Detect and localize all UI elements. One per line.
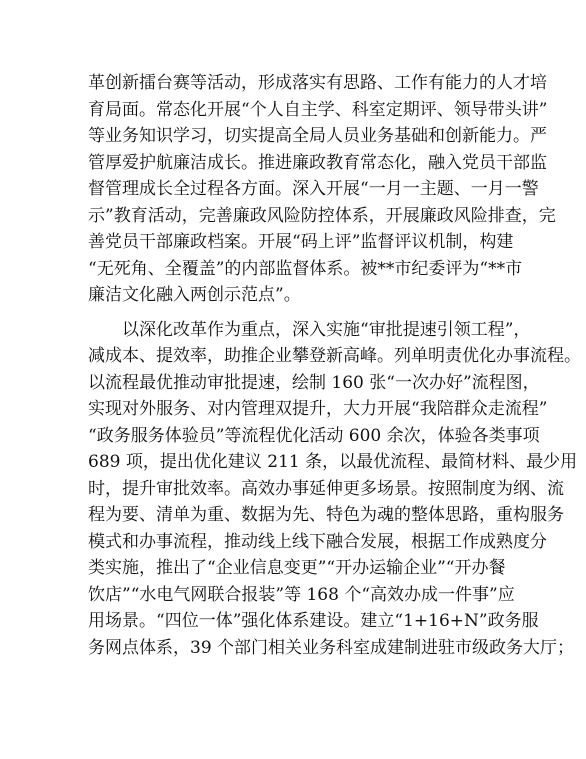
text-line: “无死角、全覆盖”的内部监督体系。被**市纪委评为“**市 [88, 258, 523, 279]
paragraph-1 [88, 70, 556, 309]
text-line: 等业务知识学习，切实提高全局人员业务基础和创新能力。严 [88, 126, 547, 146]
paragraph-2 [88, 317, 581, 662]
text-line: “政务服务体验员”等流程优化活动 600 余次，体验各类事项 [88, 425, 540, 446]
text-line: 革创新擂台赛等活动，形成落实有思路、工作有能力的人才培 [88, 73, 547, 93]
text-line: 实现对外服务、对内管理双提升，大力开展“我陪群众走流程” [88, 399, 548, 419]
text-line: 以流程最优推动审批提速，绘制 160 张“一次办好”流程图， [88, 372, 540, 393]
text-line: 类实施，推出了“企业信息变更”“开办运输企业”“开办餐 [88, 558, 506, 578]
text-line: 育局面。常态化开展“个人自主学、科室定期评、领导带头讲” [88, 99, 548, 120]
text-line: 时，提升审批效率。高效办事延伸更多场景。按照制度为纲、流 [88, 478, 564, 499]
text-line: 饮店”“水电气网联合报装”等 168 个“高效办成一件事”应 [88, 584, 515, 605]
text-line: 督管理成长全过程各方面。深入开展“一月一主题、一月一警 [88, 179, 539, 199]
text-line: 程为要、清单为重、数据为先、特色为魂的整体思路，重构服务 [88, 505, 564, 525]
text-line: 善党员干部廉政档案。开展“码上评”监督评议机制，构建 [88, 232, 514, 252]
text-line: 示”教育活动，完善廉政风险防控体系，开展廉政风险排查，完 [88, 205, 556, 226]
text-line: 减成本、提效率，助推企业攀登新高峰。列单明责优化办事流程。 [88, 346, 581, 366]
text-line: 廉洁文化融入两创示范点”。 [88, 285, 301, 305]
text-line: 管厚爱护航廉洁成长。推进廉政教育常态化，融入党员干部监 [88, 152, 547, 173]
text-line: 务网点体系，39 个部门相关业务科室成建制进驻市级政务大厅； [88, 637, 575, 658]
text-line: 模式和办事流程，推动线上线下融合发展，根据工作成熟度分 [88, 531, 547, 552]
paragraph-gap [88, 309, 508, 317]
document-body [88, 70, 581, 661]
text-line: 689 项，提出优化建议 211 条，以最优流程、最简材料、最少用 [88, 452, 578, 472]
text-line: 用场景。“四位一体”强化体系建设。建立“1+16+N”政务服 [88, 611, 539, 631]
text-line-indented: 以深化改革作为重点，深入实施“审批提速引领工程”， [122, 319, 531, 340]
